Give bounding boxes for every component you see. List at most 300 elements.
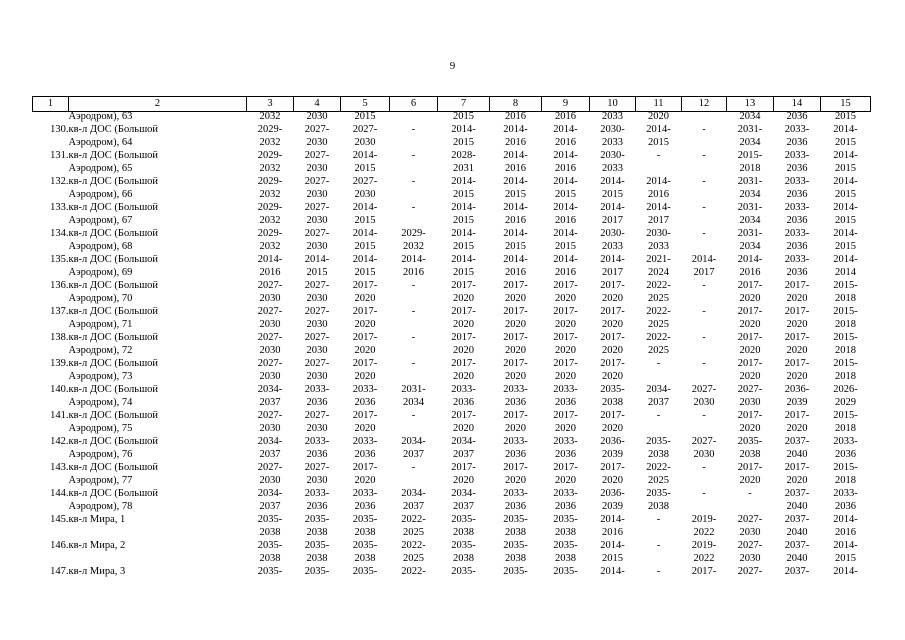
period-cell: 2038 <box>453 553 474 564</box>
period-cell: 2040 <box>786 449 808 460</box>
period-cell: - <box>411 176 416 187</box>
period-cell: 2035- <box>503 540 528 551</box>
period-cell: 2015 <box>602 553 623 564</box>
period-cell: 2027- <box>737 514 763 525</box>
period-cell: 2018 <box>835 319 856 330</box>
period-cell: 2020 <box>786 345 808 356</box>
period-cell: 2038 <box>306 553 328 564</box>
row-number: 131. <box>50 150 69 161</box>
period-cell: 2014- <box>600 566 625 577</box>
period-cell: 2016 <box>835 527 856 538</box>
period-cell: - <box>702 332 706 343</box>
period-cell: 2020 <box>786 423 808 434</box>
period-cell: 2030 <box>739 527 761 538</box>
period-cell: 2030 <box>306 189 328 200</box>
period-cell: 2015 <box>354 267 376 278</box>
period-cell: 2020 <box>354 371 376 382</box>
period-cell: - <box>702 488 706 499</box>
period-cell: 2032 <box>259 189 281 200</box>
period-cell: 2034- <box>257 488 283 499</box>
period-cell: 2034 <box>739 111 761 122</box>
period-cell: 2028- <box>451 150 476 161</box>
period-cell: 2020 <box>354 293 376 304</box>
period-cell: 2036 <box>555 449 576 460</box>
row-number: 142. <box>50 436 69 447</box>
period-cell: 2014- <box>833 254 858 265</box>
period-cell: 2040 <box>786 501 808 512</box>
period-cell: 2014- <box>553 228 578 239</box>
period-cell: - <box>656 540 661 551</box>
object-name: Аэродром), 68 <box>68 242 133 252</box>
period-cell: 2030- <box>600 124 625 135</box>
period-cell: 2034- <box>451 436 476 447</box>
period-cell: 2015 <box>453 267 474 278</box>
period-cell: 2025 <box>403 527 424 538</box>
period-cell: - <box>702 150 706 161</box>
period-cell: 2014- <box>600 176 625 187</box>
period-cell: 2034- <box>401 436 426 447</box>
period-cell: 2036 <box>354 397 376 408</box>
period-cell: 2015 <box>602 189 623 200</box>
object-name: кв-л ДОС (Большой <box>68 151 159 161</box>
period-cell: 2036 <box>354 501 376 512</box>
period-cell: 2033- <box>784 176 810 187</box>
period-cell: 2020 <box>555 293 576 304</box>
period-cell: 2036 <box>786 267 808 278</box>
period-cell: 2030 <box>306 371 328 382</box>
period-cell: 2030 <box>306 475 328 486</box>
data-table <box>32 96 871 580</box>
period-cell: 2031- <box>737 124 763 135</box>
row-number: 146. <box>50 540 69 551</box>
period-cell: 2035- <box>257 514 283 525</box>
period-cell: 2020 <box>505 345 526 356</box>
period-cell: 2030 <box>306 241 328 252</box>
period-cell: 2034- <box>646 384 671 395</box>
period-cell: - <box>656 150 661 161</box>
period-cell: 2014- <box>833 228 858 239</box>
period-cell: 2017- <box>737 358 763 369</box>
period-cell: 2020 <box>739 345 761 356</box>
period-cell: 2016 <box>739 267 761 278</box>
row-number: 147. <box>50 566 69 577</box>
period-cell: 2033- <box>304 436 330 447</box>
period-cell: 2015 <box>555 241 576 252</box>
object-name: кв-л ДОС (Большой <box>68 281 159 291</box>
period-cell: 2038 <box>555 553 576 564</box>
period-cell: 2017- <box>737 332 763 343</box>
period-cell: 2019- <box>691 540 717 551</box>
period-cell: 2015 <box>648 137 669 148</box>
period-cell: 2017- <box>600 280 625 291</box>
period-cell: 2035- <box>553 514 578 525</box>
period-cell: 2038 <box>354 527 376 538</box>
row-number: 144. <box>50 488 69 499</box>
period-cell: 2032 <box>259 137 281 148</box>
period-cell: 2015 <box>555 189 576 200</box>
period-cell: 2014- <box>553 254 578 265</box>
column-header-15: 15 <box>821 97 871 112</box>
period-cell: 2038 <box>505 527 526 538</box>
period-cell: - <box>702 124 706 135</box>
period-cell: 2036 <box>306 501 328 512</box>
period-cell: 2020 <box>739 475 761 486</box>
period-cell: - <box>411 332 416 343</box>
period-cell: 2017- <box>503 358 528 369</box>
period-cell: 2020 <box>555 345 576 356</box>
period-cell: 2020 <box>555 475 576 486</box>
period-cell: - <box>702 228 706 239</box>
object-name: кв-л ДОС (Большой <box>68 489 159 499</box>
period-cell: 2037- <box>784 514 810 525</box>
period-cell: 2015 <box>835 189 856 200</box>
column-header-12: 12 <box>682 97 727 112</box>
period-cell: 2014- <box>833 150 858 161</box>
object-name: кв-л ДОС (Большой <box>68 385 159 395</box>
period-cell: 2017- <box>503 410 528 421</box>
period-cell: 2020 <box>453 371 474 382</box>
period-cell: 2020 <box>555 423 576 434</box>
period-cell: - <box>656 566 661 577</box>
period-cell <box>390 112 438 126</box>
period-cell: 2014- <box>503 150 528 161</box>
column-header-14: 14 <box>774 97 821 112</box>
period-cell: 2027- <box>257 462 283 473</box>
period-cell: 2015 <box>835 111 856 122</box>
period-cell: 2014- <box>503 254 528 265</box>
period-cell: 2038 <box>259 553 281 564</box>
column-header-7: 7 <box>438 97 490 112</box>
period-cell: 2037 <box>259 449 281 460</box>
period-cell: 2020 <box>602 475 623 486</box>
period-cell: 2036- <box>600 436 625 447</box>
period-cell: 2034- <box>451 488 476 499</box>
period-cell: 2027- <box>304 228 330 239</box>
period-cell: 2027- <box>257 410 283 421</box>
period-cell: 2035- <box>451 566 476 577</box>
period-cell: - <box>656 410 661 421</box>
period-cell: 2033- <box>352 436 378 447</box>
period-cell: 2034 <box>739 215 761 226</box>
object-name: Аэродром), 71 <box>68 320 133 330</box>
object-name: кв-л Мира, 2 <box>68 541 126 551</box>
period-cell: 2030 <box>259 371 281 382</box>
row-number <box>33 112 69 126</box>
period-cell: - <box>411 306 416 317</box>
period-cell: 2022- <box>401 540 426 551</box>
period-cell: 2037 <box>403 501 424 512</box>
period-cell: 2033- <box>784 150 810 161</box>
row-number: 133. <box>50 202 69 213</box>
period-cell: 2014- <box>352 254 378 265</box>
period-cell: 2014- <box>352 202 378 213</box>
period-cell: 2014- <box>553 124 578 135</box>
period-cell: - <box>656 358 661 369</box>
period-cell: 2031- <box>737 202 763 213</box>
row-number: 143. <box>50 462 69 473</box>
period-cell: 2030 <box>739 553 761 564</box>
period-cell: 2031- <box>401 384 426 395</box>
period-cell: 2033 <box>602 163 623 174</box>
period-cell: 2030 <box>306 215 328 226</box>
period-cell: 2015 <box>835 163 856 174</box>
period-cell: 2034- <box>401 488 426 499</box>
period-cell: 2014- <box>646 124 671 135</box>
period-cell: 2035- <box>737 436 763 447</box>
period-cell: 2033- <box>784 124 810 135</box>
object-name: кв-л ДОС (Большой <box>68 307 159 317</box>
table-body <box>33 112 871 581</box>
object-name: Аэродром), 66 <box>68 190 133 200</box>
object-name: Аэродром), 78 <box>68 502 133 512</box>
period-cell: 2014- <box>257 254 283 265</box>
object-name: кв-л ДОС (Большой <box>68 463 159 473</box>
period-cell: 2017- <box>737 306 763 317</box>
column-header-5: 5 <box>341 97 390 112</box>
period-cell: 2014- <box>833 202 858 213</box>
period-cell: 2016 <box>505 215 526 226</box>
period-cell: 2035- <box>304 514 330 525</box>
period-cell: 2029- <box>257 150 283 161</box>
object-name: кв-л ДОС (Большой <box>68 229 159 239</box>
period-cell: 2035- <box>451 514 476 525</box>
period-cell: 2033- <box>503 436 528 447</box>
period-cell: 2035- <box>553 540 578 551</box>
period-cell: 2014- <box>600 540 625 551</box>
period-cell: 2014- <box>503 124 528 135</box>
period-cell: 2016 <box>555 163 576 174</box>
period-cell: 2027- <box>737 384 763 395</box>
period-cell: 2037 <box>453 501 474 512</box>
period-cell: 2015- <box>737 150 763 161</box>
object-name: Аэродром), 70 <box>68 294 133 304</box>
period-cell: 2039 <box>602 449 623 460</box>
period-cell: 2034 <box>739 241 761 252</box>
period-cell: 2020 <box>602 423 623 434</box>
period-cell: 2037 <box>259 501 281 512</box>
period-cell: 2036 <box>555 397 576 408</box>
period-cell: 2033 <box>602 137 623 148</box>
period-cell: 2038 <box>648 449 669 460</box>
period-cell: 2036 <box>505 397 526 408</box>
period-cell: 2029- <box>257 202 283 213</box>
period-cell: 2016 <box>555 267 576 278</box>
period-cell: 2015 <box>354 111 376 122</box>
period-cell: 2015- <box>833 462 858 473</box>
period-cell: 2030 <box>306 423 328 434</box>
period-cell: - <box>656 514 661 525</box>
period-cell: - <box>411 462 416 473</box>
period-cell: 2020 <box>786 371 808 382</box>
period-cell: 2025 <box>648 345 669 356</box>
period-cell: 2039 <box>786 397 808 408</box>
object-name <box>69 528 247 541</box>
period-cell: 2027- <box>304 462 330 473</box>
period-cell: 2017- <box>352 410 378 421</box>
period-cell: 2027- <box>257 358 283 369</box>
period-cell: 2036 <box>555 501 576 512</box>
period-cell: 2030 <box>693 397 715 408</box>
object-name: Аэродром), 69 <box>68 268 133 278</box>
period-cell: 2020 <box>648 111 669 122</box>
period-cell: 2020 <box>739 293 761 304</box>
period-cell: 2034 <box>739 189 761 200</box>
period-cell: 2035- <box>646 436 671 447</box>
period-cell: 2029- <box>257 228 283 239</box>
period-cell: 2022- <box>646 462 671 473</box>
period-cell: - <box>702 306 706 317</box>
period-cell: 2017- <box>600 358 625 369</box>
period-cell: 2036 <box>835 449 856 460</box>
period-cell: - <box>702 202 706 213</box>
period-cell: 2017- <box>600 462 625 473</box>
period-cell: 2036 <box>786 215 808 226</box>
period-cell: 2030 <box>354 137 376 148</box>
period-cell: 2016 <box>505 137 526 148</box>
period-cell: 2015- <box>833 280 858 291</box>
period-cell: 2020 <box>602 319 623 330</box>
period-cell: 2033- <box>784 202 810 213</box>
period-cell: 2014- <box>833 540 858 551</box>
period-cell: 2017- <box>553 306 578 317</box>
period-cell: 2020 <box>453 293 474 304</box>
period-cell: 2035- <box>503 514 528 525</box>
period-cell: 2014- <box>600 514 625 525</box>
object-name: Аэродром), 72 <box>68 346 133 356</box>
period-cell: 2034- <box>257 436 283 447</box>
period-cell: 2018 <box>835 345 856 356</box>
period-cell: 2038 <box>648 501 669 512</box>
period-cell: 2014- <box>833 176 858 187</box>
period-cell: 2014- <box>304 254 330 265</box>
period-cell: 2034 <box>739 137 761 148</box>
period-cell: 2015- <box>833 306 858 317</box>
period-cell: 2033- <box>304 384 330 395</box>
column-header-10: 10 <box>590 97 636 112</box>
period-cell: 2027- <box>691 436 717 447</box>
row-number: 141. <box>50 410 69 421</box>
period-cell: 2015- <box>833 358 858 369</box>
object-name: кв-л ДОС (Большой <box>68 437 159 447</box>
period-cell: 2015 <box>835 215 856 226</box>
period-cell: 2035- <box>352 540 378 551</box>
object-name: кв-л ДОС (Большой <box>68 359 159 369</box>
period-cell: 2036- <box>600 488 625 499</box>
period-cell: 2036 <box>786 189 808 200</box>
period-cell: 2017- <box>451 306 476 317</box>
column-header-1: 1 <box>33 97 69 112</box>
period-cell: 2030 <box>306 137 328 148</box>
period-cell: 2017- <box>784 306 810 317</box>
period-cell: 2038 <box>555 527 576 538</box>
period-cell: 2015 <box>505 241 526 252</box>
period-cell: 2015 <box>306 267 328 278</box>
period-cell: 2020 <box>555 319 576 330</box>
period-cell: 2031- <box>737 228 763 239</box>
object-name: кв-л Мира, 1 <box>68 515 126 525</box>
period-cell: 2017- <box>553 332 578 343</box>
period-cell: 2035- <box>304 540 330 551</box>
period-cell: 2015- <box>833 332 858 343</box>
period-cell: 2017- <box>352 462 378 473</box>
header-row <box>33 97 871 112</box>
row-number: 139. <box>50 358 69 369</box>
column-header-13: 13 <box>727 97 774 112</box>
period-cell: 2017- <box>451 332 476 343</box>
period-cell: 2022- <box>646 280 671 291</box>
period-cell: 2033- <box>352 384 378 395</box>
period-cell: 2027- <box>352 176 378 187</box>
period-cell: 2027- <box>691 384 717 395</box>
period-cell: 2020 <box>602 345 623 356</box>
period-cell: 2033 <box>648 241 669 252</box>
period-cell: 2020 <box>354 345 376 356</box>
period-cell: 2022 <box>693 527 715 538</box>
period-cell: 2017- <box>691 566 717 577</box>
period-cell: 2017 <box>602 215 623 226</box>
period-cell: 2029- <box>257 124 283 135</box>
period-cell: 2020 <box>602 371 623 382</box>
period-cell: 2020 <box>505 423 526 434</box>
period-cell: 2033- <box>503 488 528 499</box>
period-cell: 2018 <box>739 163 761 174</box>
row-number: 138. <box>50 332 69 343</box>
period-cell: - <box>411 410 416 421</box>
period-cell: - <box>411 358 416 369</box>
period-cell: 2033- <box>833 436 858 447</box>
row-number: 132. <box>50 176 69 187</box>
period-cell: 2014- <box>833 566 858 577</box>
period-cell: 2033- <box>553 488 578 499</box>
period-cell: 2017- <box>784 462 810 473</box>
period-cell: 2025 <box>403 553 424 564</box>
period-cell: 2032 <box>259 241 281 252</box>
period-cell: 2027- <box>737 540 763 551</box>
period-cell: 2036 <box>505 501 526 512</box>
period-cell: 2015 <box>835 241 856 252</box>
period-cell: 2022- <box>646 332 671 343</box>
period-cell: 2027- <box>304 124 330 135</box>
period-cell: 2033- <box>451 384 476 395</box>
period-cell: 2016 <box>602 527 623 538</box>
period-cell: 2034 <box>403 397 424 408</box>
period-cell: 2018 <box>835 371 856 382</box>
period-cell: 2027- <box>304 150 330 161</box>
period-cell: 2027- <box>257 332 283 343</box>
row-number: 134. <box>50 228 69 239</box>
period-cell: 2015 <box>453 111 474 122</box>
period-cell: 2037 <box>259 397 281 408</box>
period-cell: 2020 <box>505 319 526 330</box>
row-number: 130. <box>50 124 69 135</box>
period-cell: 2027- <box>304 410 330 421</box>
period-cell: 2017- <box>600 306 625 317</box>
period-cell: 2017- <box>503 306 528 317</box>
period-cell: 2017- <box>553 410 578 421</box>
period-cell: 2033- <box>352 488 378 499</box>
object-name <box>69 554 247 567</box>
period-cell: 2014- <box>646 176 671 187</box>
period-cell: 2017- <box>352 358 378 369</box>
period-cell: 2036 <box>835 501 856 512</box>
period-cell: 2017- <box>600 410 625 421</box>
table-row <box>33 112 871 126</box>
period-cell: 2038 <box>739 449 761 460</box>
column-header-11: 11 <box>636 97 682 112</box>
period-cell: 2037 <box>403 449 424 460</box>
period-cell: 2040 <box>786 553 808 564</box>
period-cell: 2029 <box>835 397 856 408</box>
